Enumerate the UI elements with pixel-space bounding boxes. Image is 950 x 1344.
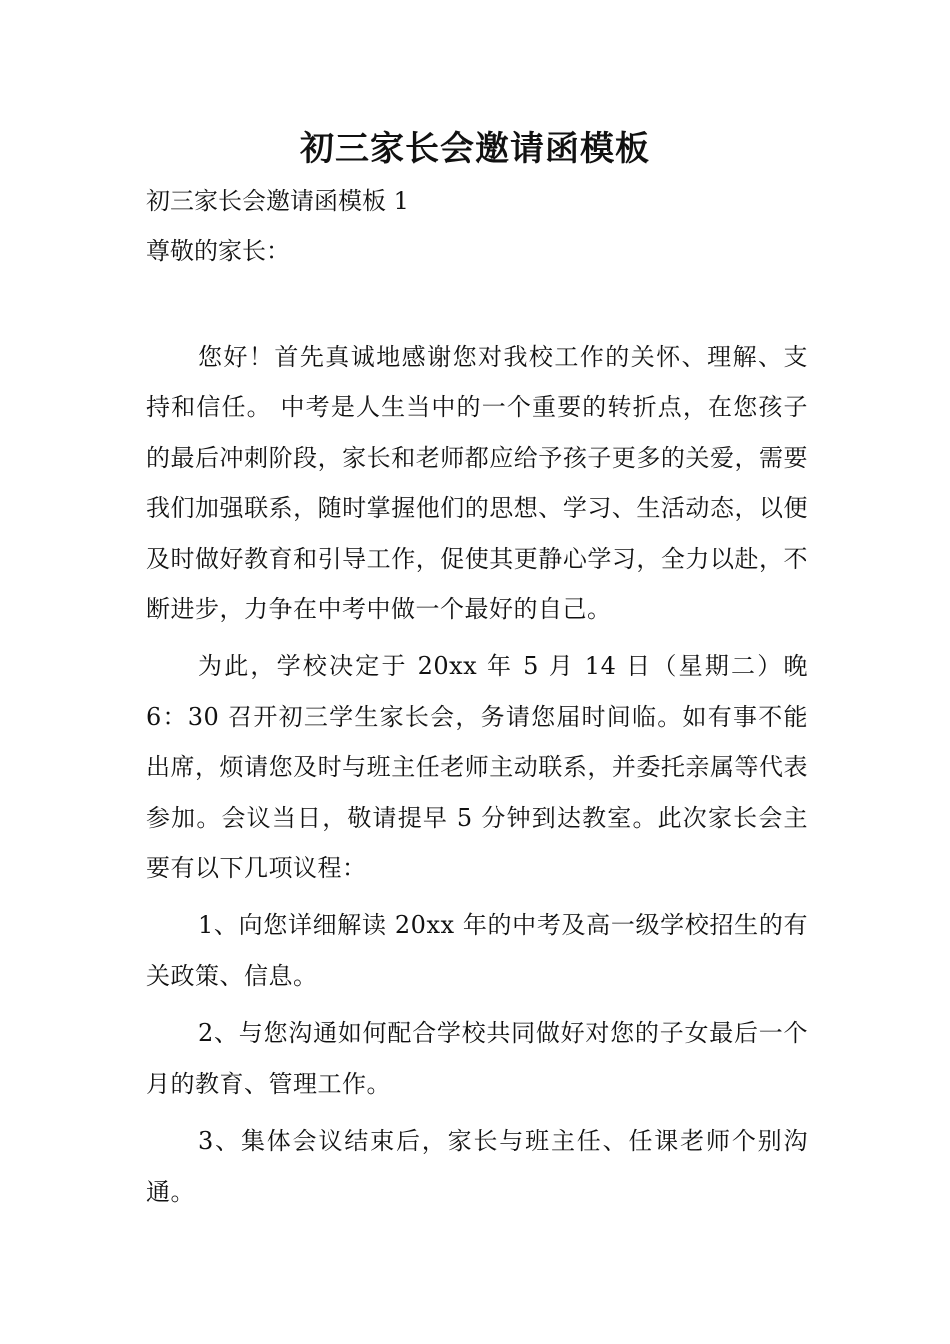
paragraph-greeting: 您好！首先真诚地感谢您对我校工作的关怀、理解、支持和信任。 中考是人生当中的一个重要的转折点，在您孩子的最后冲刺阶段，家长和老师都应给予孩子更多的关爱，需要我们加强联系，随时掌握他们的思想、学习、生活动态，以便及时做好教育和引导工作，促使其更静心学习，全力以赴，不断进步，力争在中考中做一个最好的自己。 (146, 343, 808, 624)
document-title: 初三家长会邀请函模板 (300, 129, 650, 169)
agenda-item: 2、与您沟通如何配合学校共同做好对您的子女最后一个月的教育、管理工作。 (146, 1019, 808, 1098)
document-subtitle: 初三家长会邀请函模板 1 (146, 187, 409, 215)
salutation: 尊敬的家长： (146, 237, 290, 265)
paragraph-meeting-notice: 为此，学校决定于 20xx 年 5 月 14 日（星期二）晚 6：30 召开初三学生家长会，务请您届时间临。如有事不能出席，烦请您及时与班主任老师主动联系，并委托亲属等代表参加。会议当日，敬请提早 5 分钟到达教室。此次家长会主要有以下几项议程： (146, 652, 808, 883)
letter-body (146, 332, 808, 1217)
agenda-item: 1、向您详细解读 20xx 年的中考及高一级学校招生的有关政策、信息。 (146, 911, 808, 990)
agenda-item: 3、集体会议结束后，家长与班主任、任课老师个别沟通。 (146, 1127, 808, 1206)
